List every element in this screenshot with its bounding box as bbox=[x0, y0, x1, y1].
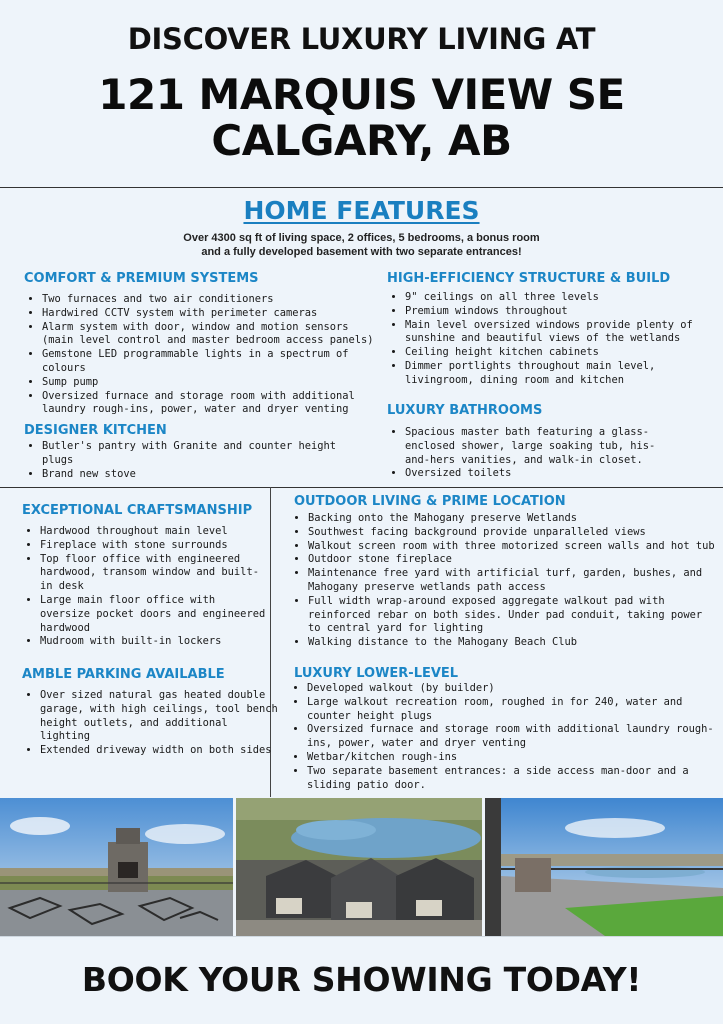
list-item: • Oversized furnace and storage room with additional laundry rough-ins, power, water and dryer venting bbox=[307, 723, 717, 751]
features-subtitle bbox=[0, 231, 723, 259]
list-item: • Sump pump bbox=[42, 376, 378, 390]
list-item: • Gemstone LED programmable lights in a spectrum of colours bbox=[42, 348, 378, 376]
list-structure bbox=[387, 291, 705, 388]
list-item: • Top floor office with engineered hardwood, transom window and built-in desk bbox=[40, 553, 270, 594]
list-kitchen bbox=[24, 440, 342, 481]
list-item: • Walkout screen room with three motorized screen walls and hot tub bbox=[308, 540, 718, 554]
list-item: • Dimmer portlights throughout main level, livingroom, dining room and kitchen bbox=[405, 360, 705, 388]
list-item: • Ceiling height kitchen cabinets bbox=[405, 346, 705, 360]
photo-backyard-fireplace bbox=[0, 798, 233, 936]
list-item: • Backing onto the Mahogany preserve Wetlands bbox=[308, 512, 718, 526]
list-item: • Butler's pantry with Granite and counter height plugs bbox=[42, 440, 342, 468]
divider-photos-bottom bbox=[0, 936, 723, 937]
list-item: • Two separate basement entrances: a side access man-door and a sliding patio door. bbox=[307, 765, 717, 793]
backyard-fireplace-image bbox=[0, 798, 233, 936]
list-item: • Oversized toilets bbox=[405, 467, 667, 481]
aerial-wetlands-image bbox=[236, 798, 482, 936]
list-item: • Large walkout recreation room, roughed in for 240, water and counter height plugs bbox=[307, 696, 717, 724]
subtitle-line-2: and a fully developed basement with two separate entrances! bbox=[201, 246, 522, 258]
list-parking bbox=[22, 689, 278, 758]
list-item: • Walking distance to the Mahogany Beach Club bbox=[308, 636, 718, 650]
subtitle-line-1: Over 4300 sq ft of living space, 2 offices, 5 bedrooms, a bonus room bbox=[183, 232, 540, 244]
section-title-parking: AMBLE PARKING AVAILABLE bbox=[22, 667, 225, 682]
features-title: HOME FEATURES bbox=[243, 196, 480, 225]
photo-aerial-wetlands bbox=[236, 798, 482, 936]
section-title-comfort: COMFORT & PREMIUM SYSTEMS bbox=[24, 271, 259, 286]
list-item: • Large main floor office with oversize pocket doors and engineered hardwood bbox=[40, 594, 270, 635]
divider-middle bbox=[0, 487, 723, 488]
divider-top bbox=[0, 187, 723, 188]
section-title-craftsmanship: EXCEPTIONAL CRAFTSMANSHIP bbox=[22, 503, 253, 518]
list-item: • Brand new stove bbox=[42, 468, 342, 482]
list-item: • Spacious master bath featuring a glass-enclosed shower, large soaking tub, his-and-hers vanities, and walk-in closet. bbox=[405, 426, 667, 467]
list-item: • Wetbar/kitchen rough-ins bbox=[307, 751, 717, 765]
list-item: • Main level oversized windows provide plenty of sunshine and beautiful views of the wetlands bbox=[405, 319, 705, 347]
section-title-kitchen: DESIGNER KITCHEN bbox=[24, 423, 167, 438]
list-item: • Maintenance free yard with artificial turf, garden, bushes, and Mahogany preserve wetlands path access bbox=[308, 567, 718, 595]
list-item: • Hardwired CCTV system with perimeter cameras bbox=[42, 307, 378, 321]
photo-backyard-lawn bbox=[485, 798, 723, 936]
list-item: • Over sized natural gas heated double garage, with high ceilings, tool bench height outlets, and additional lighting bbox=[40, 689, 278, 744]
section-title-outdoor: OUTDOOR LIVING & PRIME LOCATION bbox=[294, 494, 566, 509]
list-item: • Outdoor stone fireplace bbox=[308, 553, 718, 567]
address-line-1: 121 MARQUIS VIEW SE bbox=[98, 70, 625, 119]
list-lower bbox=[289, 682, 717, 792]
list-item: • Extended driveway width on both sides bbox=[40, 744, 278, 758]
address-line-2: CALGARY, AB bbox=[211, 116, 512, 165]
list-item: • Hardwood throughout main level bbox=[40, 525, 270, 539]
list-item: • Southwest facing background provide unparalleled views bbox=[308, 526, 718, 540]
list-item: • Fireplace with stone surrounds bbox=[40, 539, 270, 553]
list-bathrooms bbox=[387, 426, 667, 481]
list-item: • Two furnaces and two air conditioners bbox=[42, 293, 378, 307]
section-title-lower: LUXURY LOWER-LEVEL bbox=[294, 666, 459, 681]
list-item: • Oversized furnace and storage room with additional laundry rough-ins, power, water and dryer venting bbox=[42, 390, 378, 418]
cta-heading: BOOK YOUR SHOWING TODAY! bbox=[81, 960, 642, 999]
list-item: • Premium windows throughout bbox=[405, 305, 705, 319]
section-title-bathrooms: LUXURY BATHROOMS bbox=[387, 403, 543, 418]
address-title bbox=[0, 72, 723, 164]
list-item: • Developed walkout (by builder) bbox=[307, 682, 717, 696]
list-item: • Full width wrap-around exposed aggregate walkout pad with reinforced rebar on both sides. Under pad conduit, taking power to central yard for lighting bbox=[308, 595, 718, 636]
list-item: • Mudroom with built-in lockers bbox=[40, 635, 270, 649]
section-title-structure: HIGH-EFFICIENCY STRUCTURE & BUILD bbox=[387, 271, 671, 286]
list-craftsmanship bbox=[22, 525, 270, 649]
list-item: • Alarm system with door, window and motion sensors (main level control and master bedroom access panels) bbox=[42, 321, 378, 349]
list-item: • 9" ceilings on all three levels bbox=[405, 291, 705, 305]
pre-title: DISCOVER LUXURY LIVING AT bbox=[127, 22, 596, 56]
list-comfort bbox=[24, 293, 378, 417]
list-outdoor bbox=[290, 512, 718, 650]
backyard-lawn-image bbox=[485, 798, 723, 936]
